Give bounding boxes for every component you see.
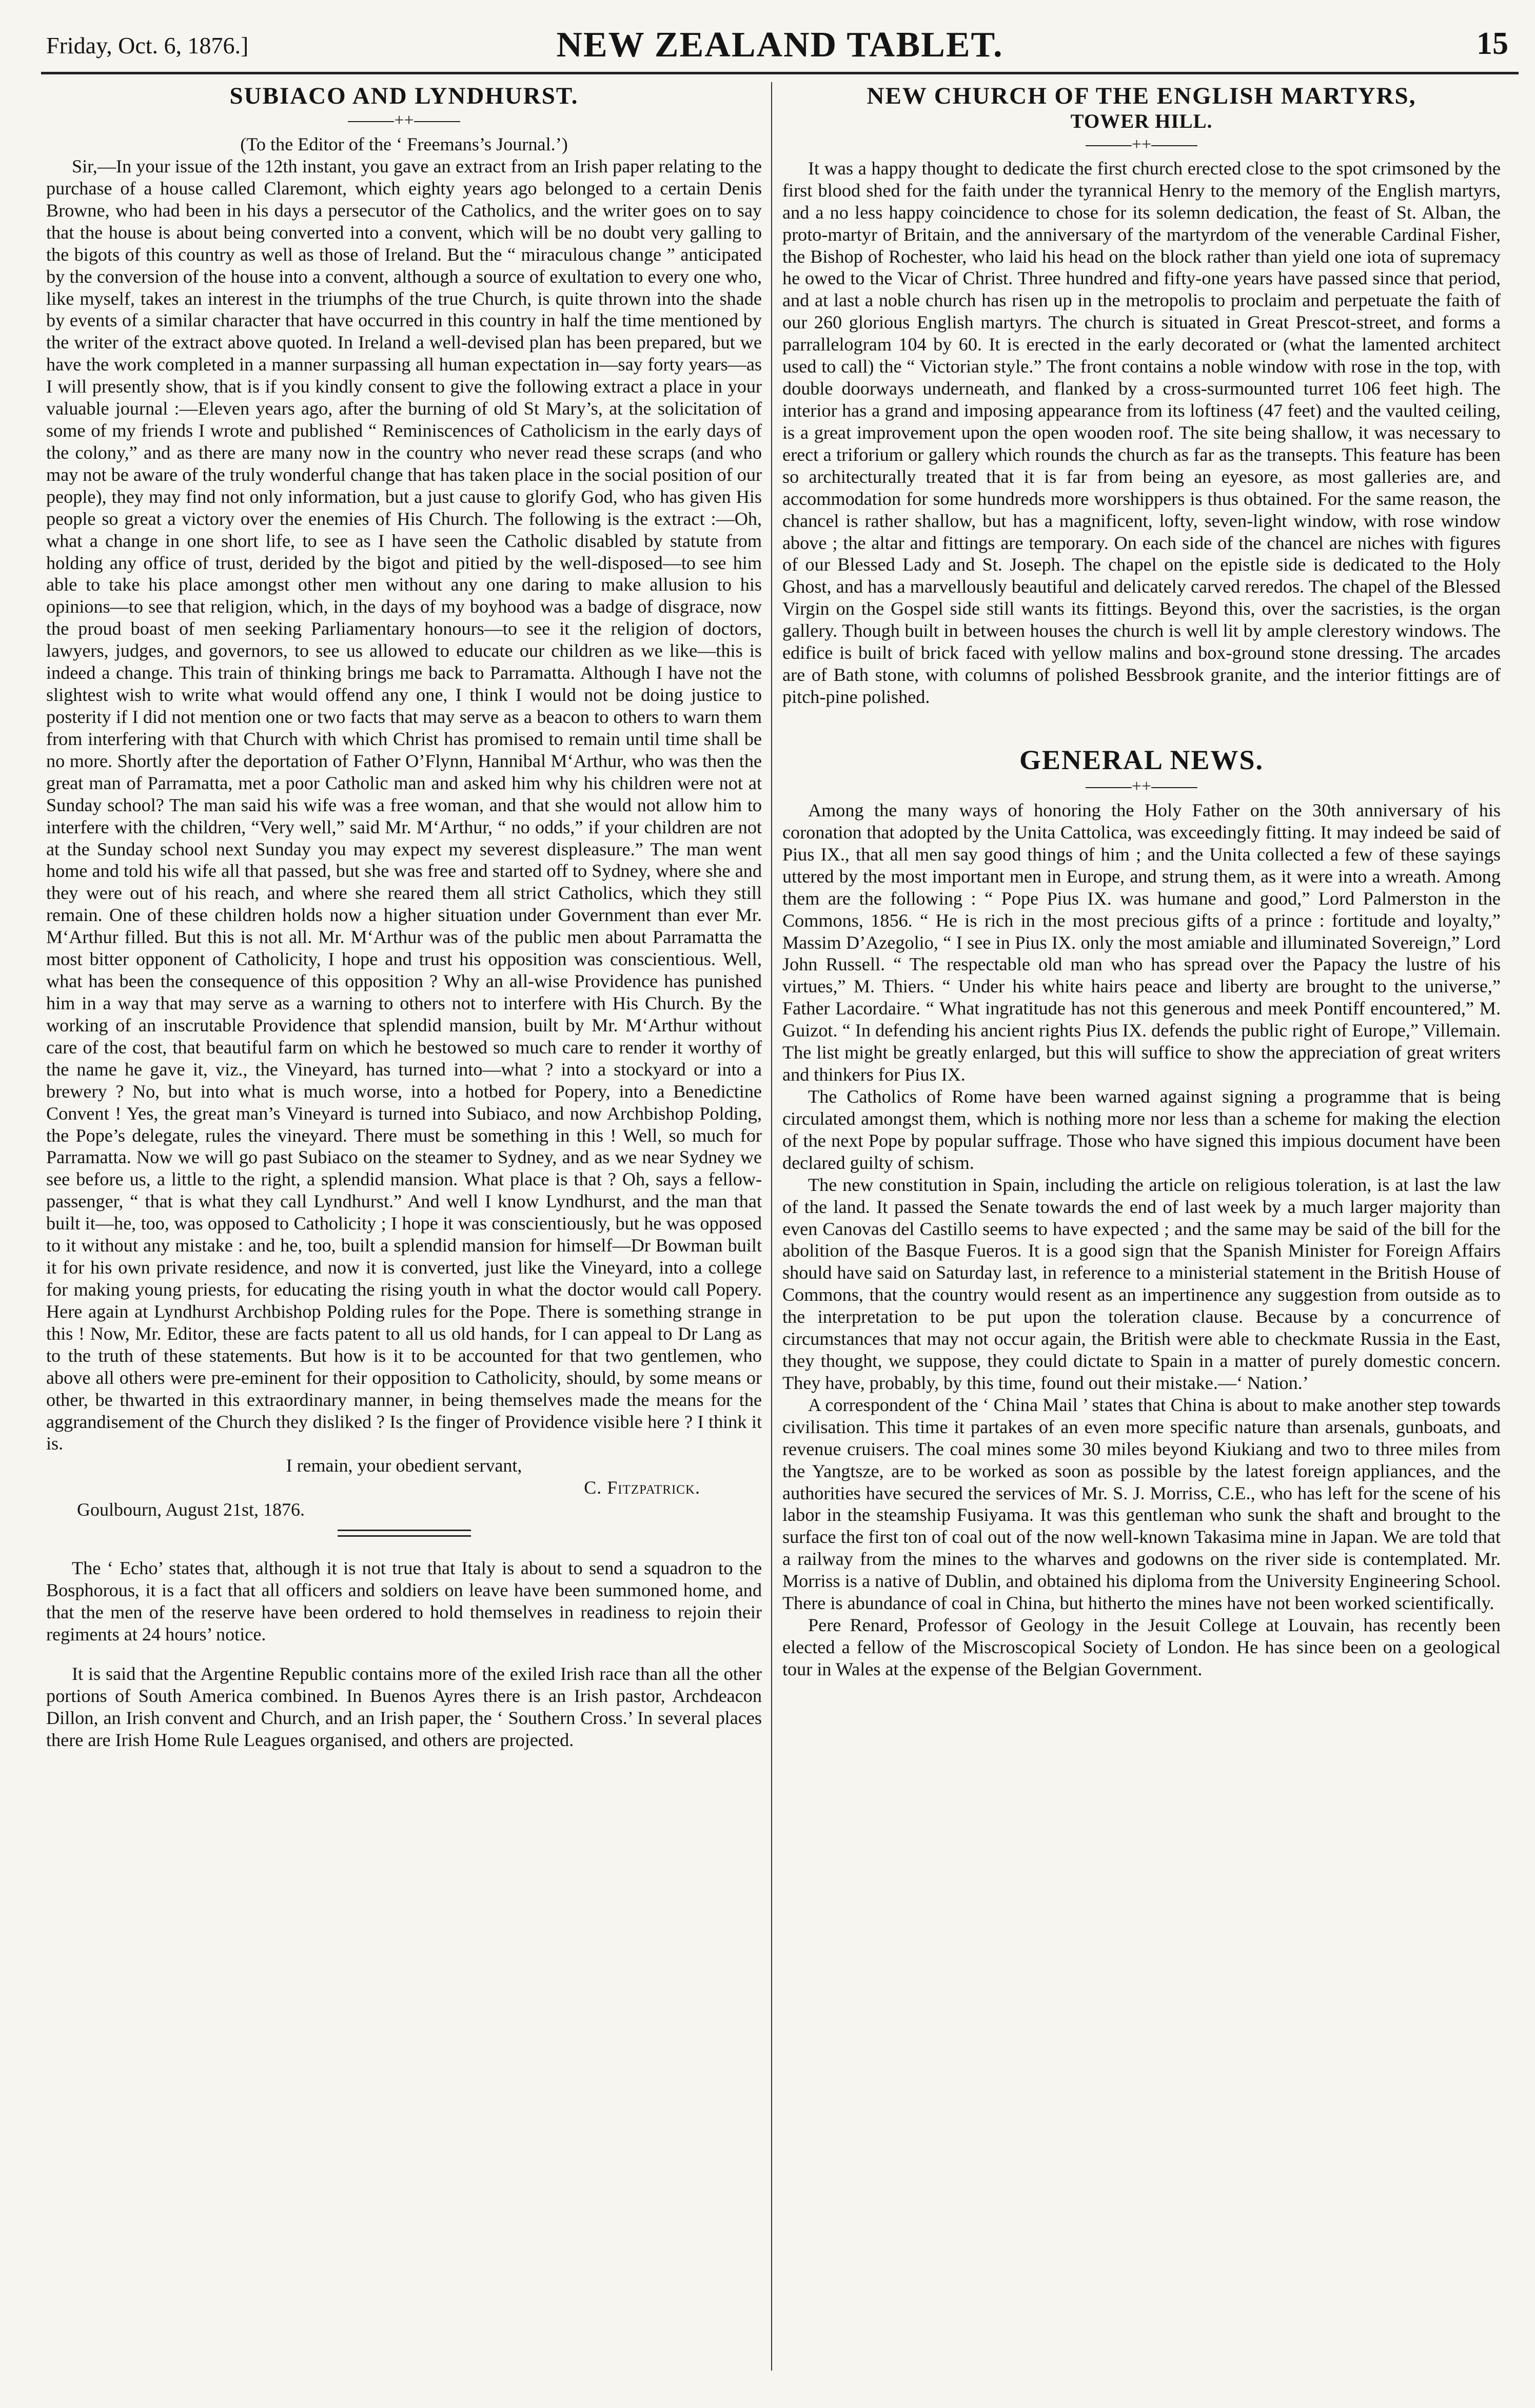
article-general-news <box>782 744 1501 1680</box>
issue-date: Friday, Oct. 6, 1876.] <box>46 32 249 58</box>
article-title: NEW CHURCH OF THE ENGLISH MARTYRS, <box>867 83 1416 109</box>
news-paragraph: The Catholics of Rome have been warned against signing a programme that is being circulated amongst them, which is nothing more nor less than a scheme for making the election of the next Pope by popular suffrage. Those who have signed this impious document have been declared guilty of schism. <box>782 1086 1501 1173</box>
masthead <box>46 21 1513 72</box>
news-item-echo: The ‘ Echo’ states that, although it is not true that Italy is about to send a squadron to the Bosphorous, it is a fact that all officers and soldiers on leave have been summoned home, and that the men of the reserve have been ordered to hold themselves in readiness to rejoin their regiments at 24 hours’ notice. <box>46 1558 762 1645</box>
letter-closing: I remain, your obedient servant, <box>286 1455 522 1476</box>
ornament-divider: ++ <box>782 136 1501 153</box>
ornament-divider: ++ <box>782 778 1501 795</box>
article-subiaco <box>46 82 762 1520</box>
letter-place-date: Goulbourn, August 21st, 1876. <box>77 1499 305 1520</box>
left-column <box>46 82 762 2387</box>
article-title: GENERAL NEWS. <box>1019 744 1264 775</box>
letter-body: Sir,—In your issue of the 12th instant, you gave an extract from an Irish paper relating to the purchase of a house called Claremont, which eighty years ago belonged to a certain Denis Browne, who had been in his days a persecutor of the Catholics, and the writer goes on to say that the house is about being converted into a convent, which will be no doubt very galling to the bigots of this country as well as those of Ireland. But the “ miraculous change ” anticipated by the conversion of the house into a convent, although a source of exultation to every one who, like myself, takes an interest in the triumphs of the true Church, is quite thrown into the shade by events of a similar character that have occurred in this country in half the time mentioned by the writer of the extract above quoted. In Ireland a well-devised plan has been prepared, but we have the work completed in a manner surpassing all human expectation in—say forty years—as I will presently show, that is if you kindly consent to give the following extract a place in your valuable journal :—Eleven years ago, after the burning of old St Mary’s, at the solicitation of some of my friends I wrote and published “ Reminiscences of Catholicism in the early days of the colony,” and as there are many now in the country who never read these scraps (and who may not be aware of the truly wonderful change that has taken place in the social position of our people), they may find not only information, but a just cause to glorify God, who has given His people so great a victory over the enemies of His Church. The following is the extract :—Oh, what a change in one short life, to see as I have seen the Catholic disabled by statute from holding any office of trust, derided by the bigot and pitied by the well-disposed—to see him able to take his place amongst other men without any one daring to make allusion to his opinions—to see that religion, which, in the days of my boyhood was a badge of disgrace, now the proud boast of men seeking Parliamentary honours—to see it the religion of doctors, lawyers, judges, and governors, to see us allowed to educate our children as we like—this is indeed a change. This train of thinking brings me back to Parramatta. Although I have not the slightest wish to write what would offend any one, I think I would not be doing justice to posterity if I did not mention one or two facts that may serve as a beacon to others to warn them from interfering with that Church with which Christ has promised to remain until time shall be no more. Shortly after the deportation of Father O’Flynn, Hannibal M‘Arthur, who was then the great man of Parramatta, met a poor Catholic man and asked him why his children were not at Sunday school? The man said his wife was a free woman, and that she would not allow him to interfere with the children, “Very well,” said Mr. M‘Arthur, “ no odds,” if your children are not at the Sunday school next Sunday you may expect my severest displeasure.” The man went home and told his wife all that passed, but she was free and started off to Sydney, where she and they were out of his reach, and where she reared them all strict Catholics, which they still remain. One of these children holds now a higher situation under Government than ever Mr. M‘Arthur filled. But this is not all. Mr. M‘Arthur was of the public men about Parramatta the most bitter opponent of Catholicity, I hope and trust his opposition was conscientious. Well, what has been the consequence of this opposition ? Why an all-wise Providence has punished him in a way that may serve as a warning to others not to interfere with His Church. By the working of an inscrutable Providence that splendid mansion, built by Mr. M‘Arthur without care of the cost, that beautiful farm on which he bestowed so much care to render it worthy of the name he gave it, viz., the Vineyard, has turned into—what ? into a stockyard or into a brewery ? No, but into what is much worse, into a hotbed for Popery, into a Benedictine Convent ! Yes, the great man’s Vineyard is turned into Subiaco, and now Archbishop Polding, the Pope’s delegate, rules the vineyard. There must be something in this ! Well, so much for Parramatta. Now we will go past Subiaco on the steamer to Sydney, and as we near Sydney we see before us, a little to the right, a splendid mansion. What place is that ? Oh, says a fellow-passenger, “ that is what they call Lyndhurst.” And well I know Lyndhurst, and the man that built it—he, too, was opposed to Catholicity ; I hope it was conscientiously, but he was opposed to it without any mistake : and he, too, built a splendid mansion for himself—Dr Bowman built it for his own private residence, and now it is converted, just like the Vineyard, into a college for making young priests, for educating the rising youth in what the doctor would call Popery. Here again at Lyndhurst Archbishop Polding rules for the Pope. There is something strange in this ! Now, Mr. Editor, these are facts patent to all us old hands, for I can appeal to Dr Lang as to the truth of these statements. But how is it to be accounted for that two gentlemen, who above all others were pre-eminent for their opposition to Catholicity, should, by some means or other, be thwarted in this extraordinary manner, in being themselves made the means for the aggrandisement of the Church they disliked ? Is the finger of Providence visible here ? I think it is. <box>46 155 762 1454</box>
article-title: SUBIACO AND LYNDHURST. <box>229 83 579 109</box>
news-paragraph: Pere Renard, Professor of Geology in the Jesuit College at Louvain, has recently been elected a fellow of the Miscroscopical Society of London. He has since been on a geological tour in Wales at the expense of the Belgian Government. <box>782 1615 1501 1679</box>
ornament-divider: ++ <box>46 112 762 129</box>
masthead-rule <box>41 72 1519 74</box>
newspaper-title: NEW ZEALAND TABLET. <box>556 25 1003 65</box>
column-divider <box>771 82 772 2371</box>
news-item-argentine: It is said that the Argentine Republic contains more of the exiled Irish race than all the other portions of South America combined. In Buenos Ayres there is an Irish pastor, Archdeacon Dillon, an Irish convent and Church, and an Irish paper, the ‘ Southern Cross.’ In several places there are Irish Home Rule Leagues organised, and others are projected. <box>46 1663 762 1750</box>
article-subtitle: TOWER HILL. <box>1070 110 1213 133</box>
article-english-martyrs <box>782 82 1501 708</box>
right-column <box>782 82 1501 2387</box>
article-intro: (To the Editor of the ‘ Freemans’s Journal.’) <box>240 134 568 155</box>
news-paragraph: The new constitution in Spain, including the article on religious toleration, is at last the law of the land. It passed the Senate towards the end of last week by a much larger majority than even Canovas del Castillo seems to have expected ; and the same may be said of the bill for the abolition of the Basque Fueros. It is a good sign that the Spanish Minister for Foreign Affairs should have said on Saturday last, in reference to a ministerial statement in the British House of Commons, that the country would resent as an impertinence any suggestion from outside as to the interpretation to be put upon the toleration clause. Because by a concurrence of circumstances that may not occur again, the British were able to checkmate Russia in the East, they thought, we suppose, they could dictate to Spain in a matter of purely domestic concern. They have, probably, by this time, found out their mistake.—‘ Nation.’ <box>782 1174 1501 1393</box>
page-number: 15 <box>1477 26 1508 61</box>
section-rule <box>338 1530 471 1537</box>
news-paragraph: A correspondent of the ‘ China Mail ’ states that China is about to make another step towards civilisation. This time it partakes of an even more specific nature than arsenals, gunboats, and revenue cruisers. The coal mines some 30 miles beyond Kiukiang and two to three miles from the Yangtsze, are to be worked as soon as possible by the latest foreign appliances, and the authorities have secured the services of Mr. S. J. Morriss, C.E., who has left for the scene of his labor in the steamship Fusiyama. It was this gentleman who sunk the shaft and brought to the surface the first ton of coal out of the now well-known Takasima mine in Japan. We are told that a railway from the mines to the wharves and godowns on the river side is contemplated. Mr. Morriss is a native of Dublin, and obtained his diploma from the University Engineering School. There is abundance of coal in China, but hitherto the mines have not been worked scientifically. <box>782 1394 1501 1614</box>
article-body: It was a happy thought to dedicate the first church erected close to the spot crimsoned by the first blood shed for the faith under the tyrannical Henry to the memory of the English martyrs, and a no less happy coincidence to chose for its solemn dedication, the feast of St. Alban, the proto-martyr of Britain, and the anniversary of the martyrdom of the venerable Cardinal Fisher, the Bishop of Rochester, who laid his head on the block rather than yield one iota of supremacy he owed to the Vicar of Christ. Three hundred and fifty-one years have passed since that period, and at last a noble church has risen up in the metropolis to proclaim and perpetuate the faith of our 260 glorious English martyrs. The church is situated in Great Prescot-street, and forms a parrallelogram 104 by 60. It is erected in the early decorated or (what the lamented architect used to call) the “ Victorian style.” The front contains a noble window with rose in the top, with double doorways underneath, and flanked by a cross-surmounted turret 106 feet high. The interior has a grand and imposing appearance from its loftiness (47 feet) and the vaulted ceiling, is a great improvement upon the open wooden roof. The site being shallow, it was necessary to erect a triforium or gallery which rounds the church as far as the transepts. This feature has been so architecturally treated that it is far from being an eyesore, as most galleries are, and accommodation for some hundreds more worshippers is thus obtained. For the same reason, the chancel is rather shallow, but has a magnificent, lofty, seven-light window, with rose window above ; the altar and fittings are temporary. On each side of the chancel are niches with figures of our Blessed Lady and St. Joseph. The chapel on the epistle side is dedicated to the Holy Ghost, and has a marvellously beautiful and delicately carved reredos. The chapel of the Blessed Virgin on the Gospel side still wants its fittings. Beyond this, over the sacristies, is the organ gallery. Though built in between houses the church is well lit by ample clerestory windows. The edifice is built of brick faced with yellow malins and box-ground stone dressing. The arcades are of Bath stone, with columns of polished Bessbrook granite, and the interior fittings are of pitch-pine polished. <box>782 158 1501 707</box>
letter-signature: C. Fitzpatrick. <box>584 1477 700 1498</box>
news-paragraph: Among the many ways of honoring the Holy Father on the 30th anniversary of his coronation that adopted by the Unita Cattolica, was exceedingly fitting. It may indeed be said of Pius IX., that all men say good things of him ; and the Unita collected a few of these sayings uttered by the most important men in Europe, and strung them, as it were into a wreath. Among them are the following : “ Pope Pius IX. was humane and good,” Lord Palmerston in the Commons, 1856. “ He is rich in the most precious gifts of a prince : fortitude and loyalty,” Massim D’Azegolio, “ I see in Pius IX. only the most amiable and illuminated Sovereign,” Lord John Russell. “ The respectable old man who has spread over the Papacy the lustre of his virtues,” M. Thiers. “ Under his white hairs peace and liberty are brought to the universe,” Father Lacordaire. “ What ingratitude has not this generous and meek Pontiff encountered,” M. Guizot. “ In defending his ancient rights Pius IX. defends the public right of Europe,” Villemain. The list might be greatly enlarged, but this will suffice to show the appreciation of great writers and thinkers for Pius IX. <box>782 799 1501 1085</box>
